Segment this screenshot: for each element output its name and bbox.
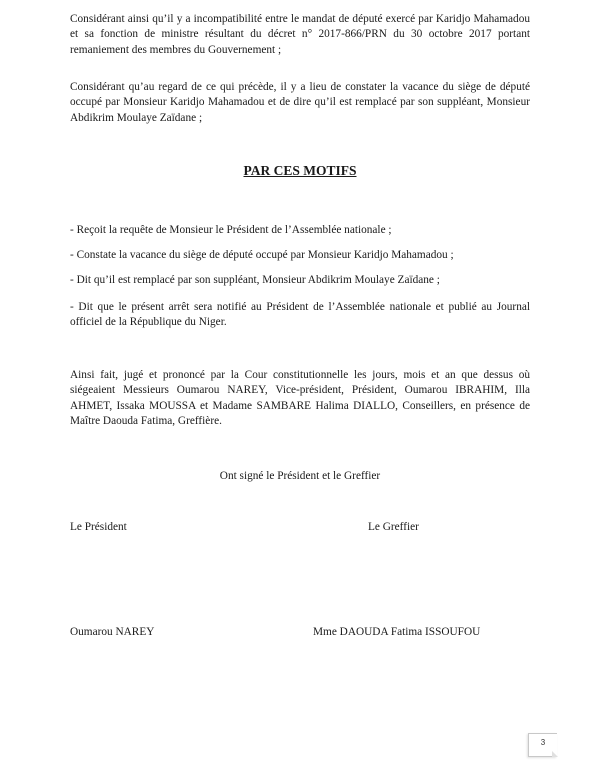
president-title: Le Président xyxy=(70,521,127,533)
paragraph-vacancy: Considérant qu’au regard de ce qui précède, il y a lieu de constater la vacance du siège de député occupé par Monsieur Karidjo Mahamadou et de dire qu’il est remplacé par son suppléant, Monsieur Abdikrim Moulaye Zaïdane ; xyxy=(70,81,530,124)
list-item: - Constate la vacance du siège de député occupé par Monsieur Karidjo Mahamadou ; xyxy=(70,249,454,261)
president-name: Oumarou NAREY xyxy=(70,626,155,638)
paragraph-incompatibility: Considérant ainsi qu’il y a incompatibilité entre le mandat de député exercé par Karidjo Mahamadou et sa fonction de ministre résultant du décret n° 2017-866/PRN du 30 octobre 2017 portant remaniement des membres du Gouvernement ; xyxy=(70,13,530,56)
page-number: 3 xyxy=(528,733,557,757)
section-heading: PAR CES MOTIFS xyxy=(243,163,357,178)
clerk-name: Mme DAOUDA Fatima ISSOUFOU xyxy=(313,626,481,638)
clerk-title: Le Greffier xyxy=(368,521,419,533)
list-item: - Dit qu’il est remplacé par son suppléant, Monsieur Abdikrim Moulaye Zaïdane ; xyxy=(70,274,440,286)
list-item: - Reçoit la requête de Monsieur le Président de l’Assemblée nationale ; xyxy=(70,224,392,236)
signed-statement: Ont signé le Président et le Greffier xyxy=(219,470,381,482)
closing-paragraph: Ainsi fait, jugé et prononcé par la Cour constitutionnelle les jours, mois et an que dessus où siégeaient Messieurs Oumarou NAREY, Vice-président, Président, Oumarou IBRAHIM, Illa AHMET, Issaka MOUSSA et Madame SAMBARE Halima DIALLO, Conseillers, en présence de Maître Daouda Fatima, Greffière. xyxy=(70,369,530,428)
list-item: - Dit que le présent arrêt sera notifié au Président de l’Assemblée nationale et publié au Journal officiel de la République du Niger. xyxy=(70,301,530,329)
